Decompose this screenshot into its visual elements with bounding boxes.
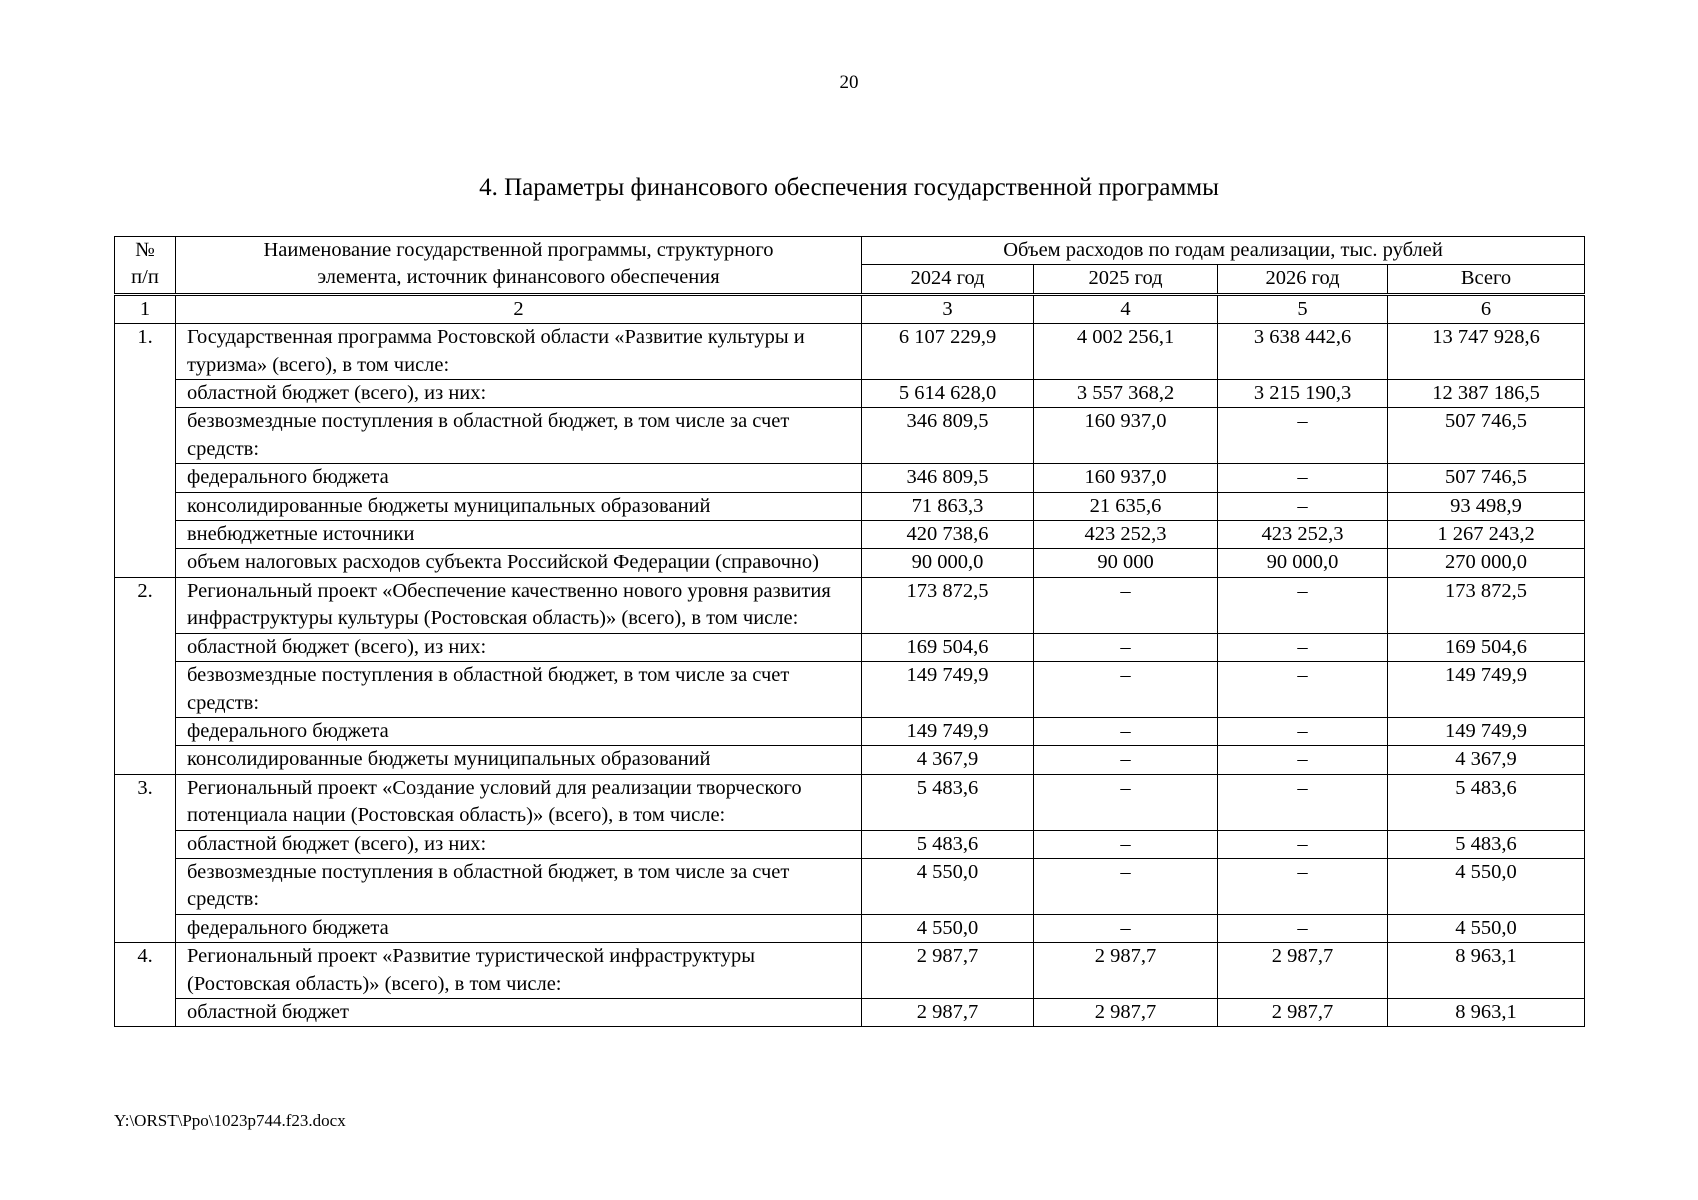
- value-cell: –: [1218, 633, 1388, 661]
- value-cell: 90 000,0: [862, 549, 1034, 577]
- table-row: [115, 914, 1585, 942]
- value-cell: 173 872,5: [1388, 577, 1585, 633]
- column-numbers-row: [115, 294, 1585, 323]
- value-cell: –: [1034, 830, 1218, 858]
- value-cell: 5 483,6: [862, 774, 1034, 830]
- value-cell: 6 107 229,9: [862, 324, 1034, 380]
- value-cell: 71 863,3: [862, 492, 1034, 520]
- value-cell: –: [1218, 717, 1388, 745]
- row-name: федерального бюджета: [176, 464, 862, 492]
- value-cell: –: [1034, 577, 1218, 633]
- value-cell: –: [1218, 774, 1388, 830]
- row-name: безвозмездные поступления в областной бюджет, в том числе за счет средств:: [176, 408, 862, 464]
- value-cell: –: [1218, 464, 1388, 492]
- value-cell: 4 550,0: [1388, 914, 1585, 942]
- value-cell: 149 749,9: [862, 717, 1034, 745]
- row-name: безвозмездные поступления в областной бюджет, в том числе за счет средств:: [176, 662, 862, 718]
- value-cell: 1 267 243,2: [1388, 521, 1585, 549]
- row-number: 2.: [115, 577, 176, 774]
- row-name: консолидированные бюджеты муниципальных образований: [176, 492, 862, 520]
- row-name: федерального бюджета: [176, 717, 862, 745]
- financing-table: [114, 236, 1585, 1027]
- value-cell: –: [1218, 830, 1388, 858]
- header-col-group: Объем расходов по годам реализации, тыс. рублей: [862, 237, 1585, 265]
- value-cell: 346 809,5: [862, 408, 1034, 464]
- row-name: объем налоговых расходов субъекта Российской Федерации (справочно): [176, 549, 862, 577]
- header-col-name: Наименование государственной программы, структурного элемента, источник финансового обеспечения: [176, 237, 862, 295]
- value-cell: 3 638 442,6: [1218, 324, 1388, 380]
- value-cell: 5 614 628,0: [862, 380, 1034, 408]
- value-cell: 21 635,6: [1034, 492, 1218, 520]
- value-cell: –: [1218, 914, 1388, 942]
- table-row: [115, 324, 1585, 380]
- value-cell: –: [1218, 858, 1388, 914]
- value-cell: 4 550,0: [862, 914, 1034, 942]
- value-cell: 4 367,9: [862, 746, 1034, 774]
- value-cell: 4 002 256,1: [1034, 324, 1218, 380]
- row-number: 4.: [115, 943, 176, 1027]
- value-cell: 2 987,7: [862, 943, 1034, 999]
- table-row: [115, 998, 1585, 1026]
- value-cell: –: [1034, 717, 1218, 745]
- table-row: [115, 492, 1585, 520]
- value-cell: 90 000,0: [1218, 549, 1388, 577]
- value-cell: 149 749,9: [1388, 717, 1585, 745]
- value-cell: 173 872,5: [862, 577, 1034, 633]
- value-cell: –: [1034, 746, 1218, 774]
- value-cell: 90 000: [1034, 549, 1218, 577]
- value-cell: 4 367,9: [1388, 746, 1585, 774]
- table-row: [115, 464, 1585, 492]
- column-number: 3: [862, 294, 1034, 323]
- value-cell: 423 252,3: [1034, 521, 1218, 549]
- value-cell: 507 746,5: [1388, 464, 1585, 492]
- value-cell: 160 937,0: [1034, 408, 1218, 464]
- table-row: [115, 943, 1585, 999]
- row-number: 3.: [115, 774, 176, 942]
- value-cell: 8 963,1: [1388, 998, 1585, 1026]
- value-cell: 12 387 186,5: [1388, 380, 1585, 408]
- value-cell: 4 550,0: [1388, 858, 1585, 914]
- value-cell: 149 749,9: [1388, 662, 1585, 718]
- value-cell: 420 738,6: [862, 521, 1034, 549]
- value-cell: 4 550,0: [862, 858, 1034, 914]
- row-name: Региональный проект «Создание условий для реализации творческого потенциала нации (Ростовская область)» (всего), в том числе:: [176, 774, 862, 830]
- value-cell: –: [1034, 662, 1218, 718]
- value-cell: –: [1218, 492, 1388, 520]
- header-year-2026: 2026 год: [1218, 265, 1388, 294]
- row-name: областной бюджет (всего), из них:: [176, 380, 862, 408]
- header-year-2025: 2025 год: [1034, 265, 1218, 294]
- column-number: 6: [1388, 294, 1585, 323]
- table-row: [115, 633, 1585, 661]
- value-cell: 2 987,7: [1218, 943, 1388, 999]
- table-row: [115, 408, 1585, 464]
- row-name: федерального бюджета: [176, 914, 862, 942]
- value-cell: 2 987,7: [862, 998, 1034, 1026]
- column-number: 4: [1034, 294, 1218, 323]
- value-cell: –: [1218, 577, 1388, 633]
- value-cell: 2 987,7: [1034, 998, 1218, 1026]
- column-number: 1: [115, 294, 176, 323]
- value-cell: –: [1034, 774, 1218, 830]
- table-row: [115, 858, 1585, 914]
- value-cell: 2 987,7: [1218, 998, 1388, 1026]
- value-cell: 2 987,7: [1034, 943, 1218, 999]
- value-cell: 3 215 190,3: [1218, 380, 1388, 408]
- page-number: 20: [839, 72, 859, 93]
- table-row: [115, 662, 1585, 718]
- column-number: 5: [1218, 294, 1388, 323]
- row-name: областной бюджет (всего), из них:: [176, 830, 862, 858]
- value-cell: 507 746,5: [1388, 408, 1585, 464]
- value-cell: 169 504,6: [1388, 633, 1585, 661]
- row-name: безвозмездные поступления в областной бюджет, в том числе за счет средств:: [176, 858, 862, 914]
- table-row: [115, 521, 1585, 549]
- row-name: внебюджетные источники: [176, 521, 862, 549]
- value-cell: –: [1218, 746, 1388, 774]
- value-cell: 5 483,6: [862, 830, 1034, 858]
- row-name: областной бюджет: [176, 998, 862, 1026]
- value-cell: –: [1034, 914, 1218, 942]
- table-row: [115, 577, 1585, 633]
- header-year-2024: 2024 год: [862, 265, 1034, 294]
- value-cell: 8 963,1: [1388, 943, 1585, 999]
- value-cell: 423 252,3: [1218, 521, 1388, 549]
- value-cell: 346 809,5: [862, 464, 1034, 492]
- value-cell: 3 557 368,2: [1034, 380, 1218, 408]
- value-cell: –: [1218, 408, 1388, 464]
- value-cell: 5 483,6: [1388, 830, 1585, 858]
- row-number: 1.: [115, 324, 176, 578]
- value-cell: 13 747 928,6: [1388, 324, 1585, 380]
- value-cell: –: [1218, 662, 1388, 718]
- section-title: 4. Параметры финансового обеспечения государственной программы: [479, 174, 1219, 201]
- value-cell: –: [1034, 633, 1218, 661]
- row-name: консолидированные бюджеты муниципальных образований: [176, 746, 862, 774]
- table-row: [115, 774, 1585, 830]
- value-cell: 149 749,9: [862, 662, 1034, 718]
- value-cell: 93 498,9: [1388, 492, 1585, 520]
- table-row: [115, 380, 1585, 408]
- value-cell: 169 504,6: [862, 633, 1034, 661]
- header-row-1: [115, 237, 1585, 265]
- value-cell: –: [1034, 858, 1218, 914]
- header-total: Всего: [1388, 265, 1585, 294]
- table-row: [115, 549, 1585, 577]
- footer-file-path: Y:\ORST\Ppo\1023p744.f23.docx: [114, 1111, 346, 1130]
- column-number: 2: [176, 294, 862, 323]
- table-row: [115, 830, 1585, 858]
- row-name: Региональный проект «Развитие туристической инфраструктуры (Ростовская область)» (всего), в том числе:: [176, 943, 862, 999]
- value-cell: 270 000,0: [1388, 549, 1585, 577]
- row-name: Региональный проект «Обеспечение качественно нового уровня развития инфраструктуры культуры (Ростовская область)» (всего), в том числе:: [176, 577, 862, 633]
- table-row: [115, 717, 1585, 745]
- row-name: Государственная программа Ростовской области «Развитие культуры и туризма» (всего), в том числе:: [176, 324, 862, 380]
- value-cell: 5 483,6: [1388, 774, 1585, 830]
- row-name: областной бюджет (всего), из них:: [176, 633, 862, 661]
- table-row: [115, 746, 1585, 774]
- value-cell: 160 937,0: [1034, 464, 1218, 492]
- header-col-no: № п/п: [115, 237, 176, 295]
